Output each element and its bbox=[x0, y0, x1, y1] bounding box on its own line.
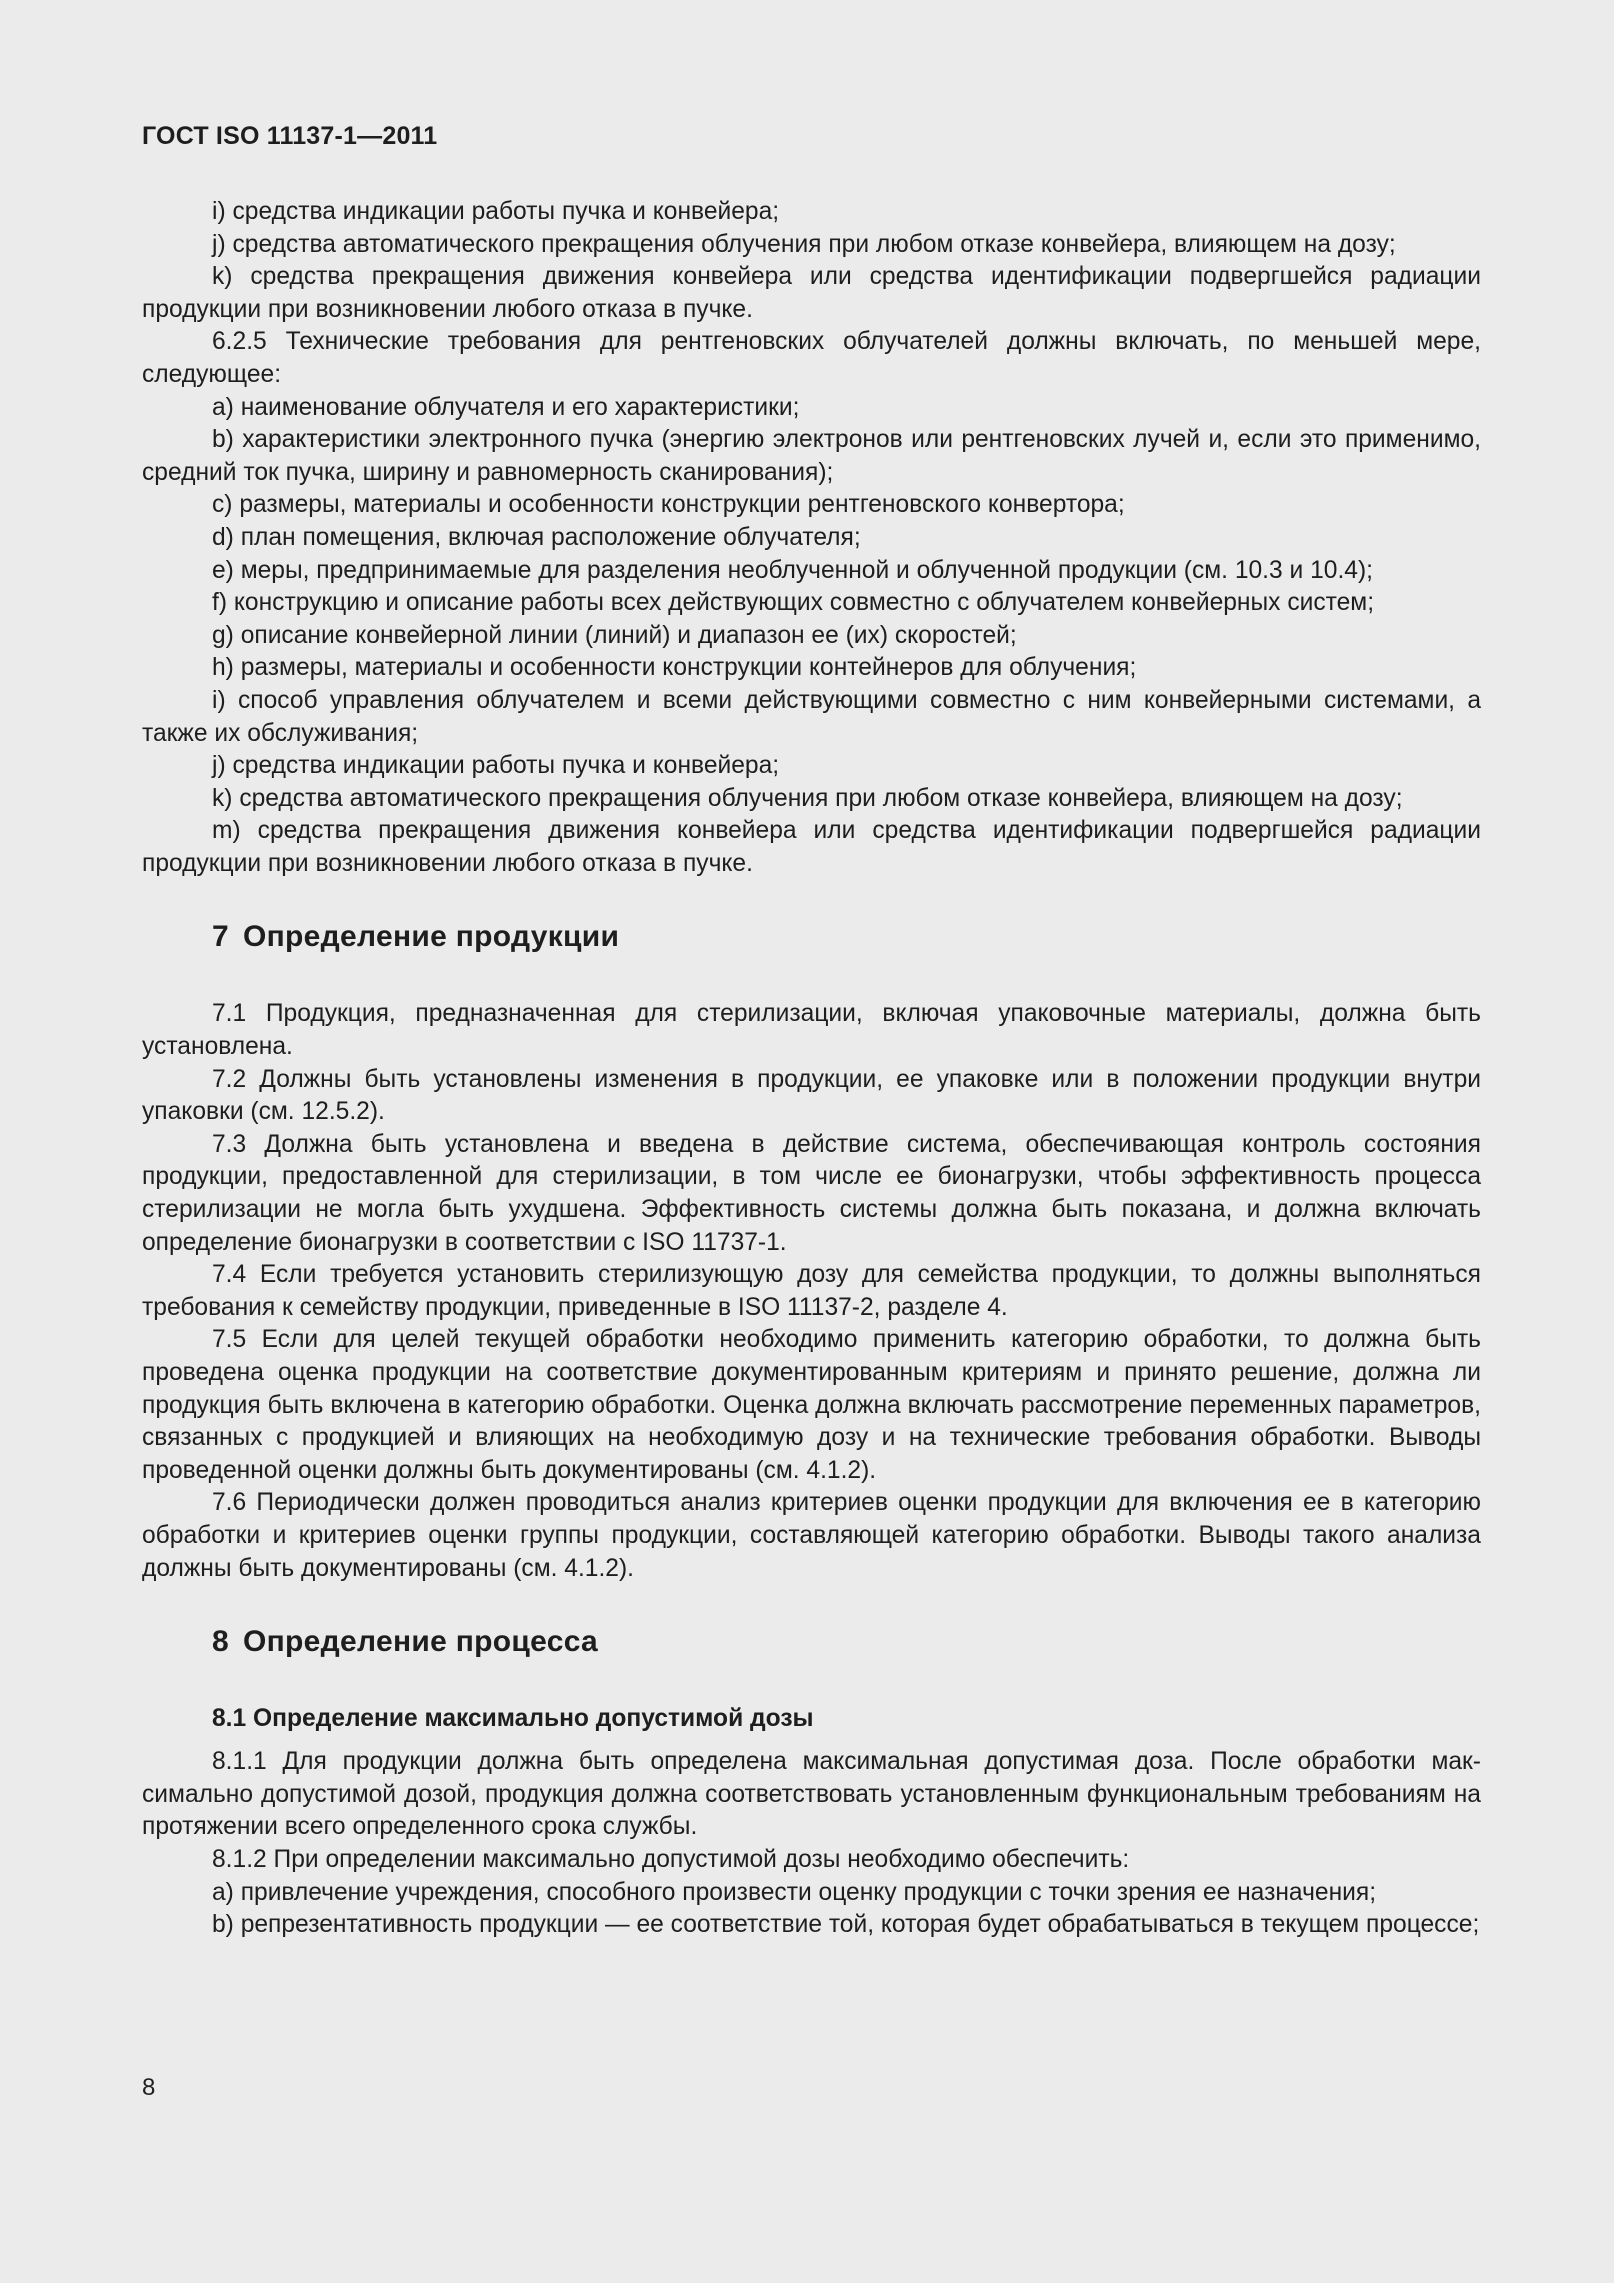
paragraph: 8.1.2 При определении максимально допустимой дозы необходимо обеспечить: bbox=[212, 1845, 1130, 1873]
paragraph: 7.3 Должна быть установлена и введена в действие система, обеспечивающая контроль состояния продукции, предоставленной для стерилизации, в том числе ее бионагрузки, чтобы эффективность процесса стерилизации не могла быть ухудшена. Эффективность системы должна быть показана, и должна включать определение бионагрузки в соответствии с ISO 11737-1. bbox=[142, 1130, 1481, 1256]
paragraph: 7.4 Если требуется установить стерилизующую дозу для семейства продукции, то должны выполняться требования к семейству продукции, приведенные в ISO 11137-2, разделе 4. bbox=[142, 1261, 1481, 1321]
document-header: ГОСТ ISO 11137-1—2011 bbox=[142, 122, 438, 150]
paragraph: 7.2 Должны быть установлены изменения в продукции, ее упаковке или в положении продукции внутри упаковки (см. 12.5.2). bbox=[142, 1065, 1481, 1126]
paragraph: i) средства индикации работы пучка и конвейера; bbox=[212, 198, 780, 225]
paragraph: b) характеристики электронного пучка (энергию электронов или рентгеновских лучей и, если это применимо, средний ток пучка, ширину и равномерность сканирования); bbox=[142, 426, 1481, 486]
section-number: 8 bbox=[212, 1625, 229, 1659]
paragraph: 7.6 Периодически должен проводиться анализ критериев оценки продукции для включения ее в категорию обработки и критериев оценки группы продукции, составляющей категорию обработки. Выводы такого анализа должны быть документированы (см. 4.1.2). bbox=[142, 1489, 1481, 1582]
paragraph: 6.2.5 Технические требования для рентгеновских облучателей должны включать, по меньшей мере, следующее: bbox=[142, 328, 1481, 388]
document-body bbox=[142, 196, 1481, 1942]
page-number: 8 bbox=[142, 2074, 156, 2101]
paragraph: k) средства прекращения движения конвейера или средства идентификации подвергшейся радиации продукции при возникновении любого отказа в пучке. bbox=[142, 263, 1481, 323]
paragraph: k) средства автоматического прекращения облучения при любом отказе конвейера, влияющем на дозу; bbox=[212, 784, 1403, 812]
paragraph: c) размеры, материалы и особенности конструкции рентгеновского конвертора; bbox=[212, 491, 1125, 519]
paragraph: b) репрезентативность продукции — ее соответствие той, которая будет обрабатываться в текущем процессе; bbox=[212, 1911, 1480, 1939]
section-7-heading bbox=[212, 917, 1481, 957]
paragraph: d) план помещения, включая расположение облучателя; bbox=[212, 523, 861, 551]
section-title: Определение продукции bbox=[243, 920, 620, 954]
section-number: 7 bbox=[212, 920, 229, 954]
section-8-heading bbox=[212, 1622, 1481, 1662]
paragraph: h) размеры, материалы и особенности конструкции контейнеров для облучения; bbox=[212, 654, 1137, 682]
paragraph: m) средства прекращения движения конвейера или средства идентификации подвергшейся радиации продукции при возникновении любого отказа в пучке. bbox=[142, 817, 1481, 877]
paragraph: a) привлечение учреждения, способного произвести оценку продукции с точки зрения ее назначения; bbox=[212, 1878, 1377, 1906]
paragraph: j) средства индикации работы пучка и конвейера; bbox=[212, 752, 780, 780]
paragraph: i) способ управления облучателем и всеми действующими совместно с ним конвейерными системами, а также их обслуживания; bbox=[142, 686, 1481, 747]
paragraph: e) меры, предпринимаемые для разделения необлученной и облученной продукции (см. 10.3 и 10.4); bbox=[212, 556, 1373, 584]
paragraph: 8.1.1 Для продукции должна быть определена максимальная допустимая доза. После обработки максимально допустимой дозой, продукция должна соответствовать установленным функциональным требованиям на протяжении всего определенного срока службы. bbox=[142, 1748, 1481, 1841]
paragraph: g) описание конвейерной линии (линий) и диапазон ее (их) скоростей; bbox=[212, 621, 1017, 649]
paragraph: 7.1 Продукция, предназначенная для стерилизации, включая упаковочные материалы, должна быть установлена. bbox=[142, 1000, 1481, 1061]
subsection-8-1-heading: 8.1 Определение максимально допустимой дозы bbox=[212, 1705, 814, 1733]
paragraph: f) конструкцию и описание работы всех действующих совместно с облучателем конвейерных систем; bbox=[212, 589, 1375, 617]
paragraph: 7.5 Если для целей текущей обработки необходимо применить категорию обработки, то должна быть проведена оценка продукции на соответствие документированным критериям и принято решение, должна ли продукция быть включена в категорию обработки. Оценка должна включать рассмотрение переменных параметров, связанных с продукцией и влияющих на необходимую дозу и на технические требования обработки. Выводы проведенной оценки должны быть документированы (см. 4.1.2). bbox=[142, 1326, 1481, 1484]
section-title: Определение процесса bbox=[243, 1625, 599, 1659]
paragraph: a) наименование облучателя и его характеристики; bbox=[212, 393, 800, 421]
paragraph: j) средства автоматического прекращения облучения при любом отказе конвейера, влияющем на дозу; bbox=[212, 230, 1396, 258]
